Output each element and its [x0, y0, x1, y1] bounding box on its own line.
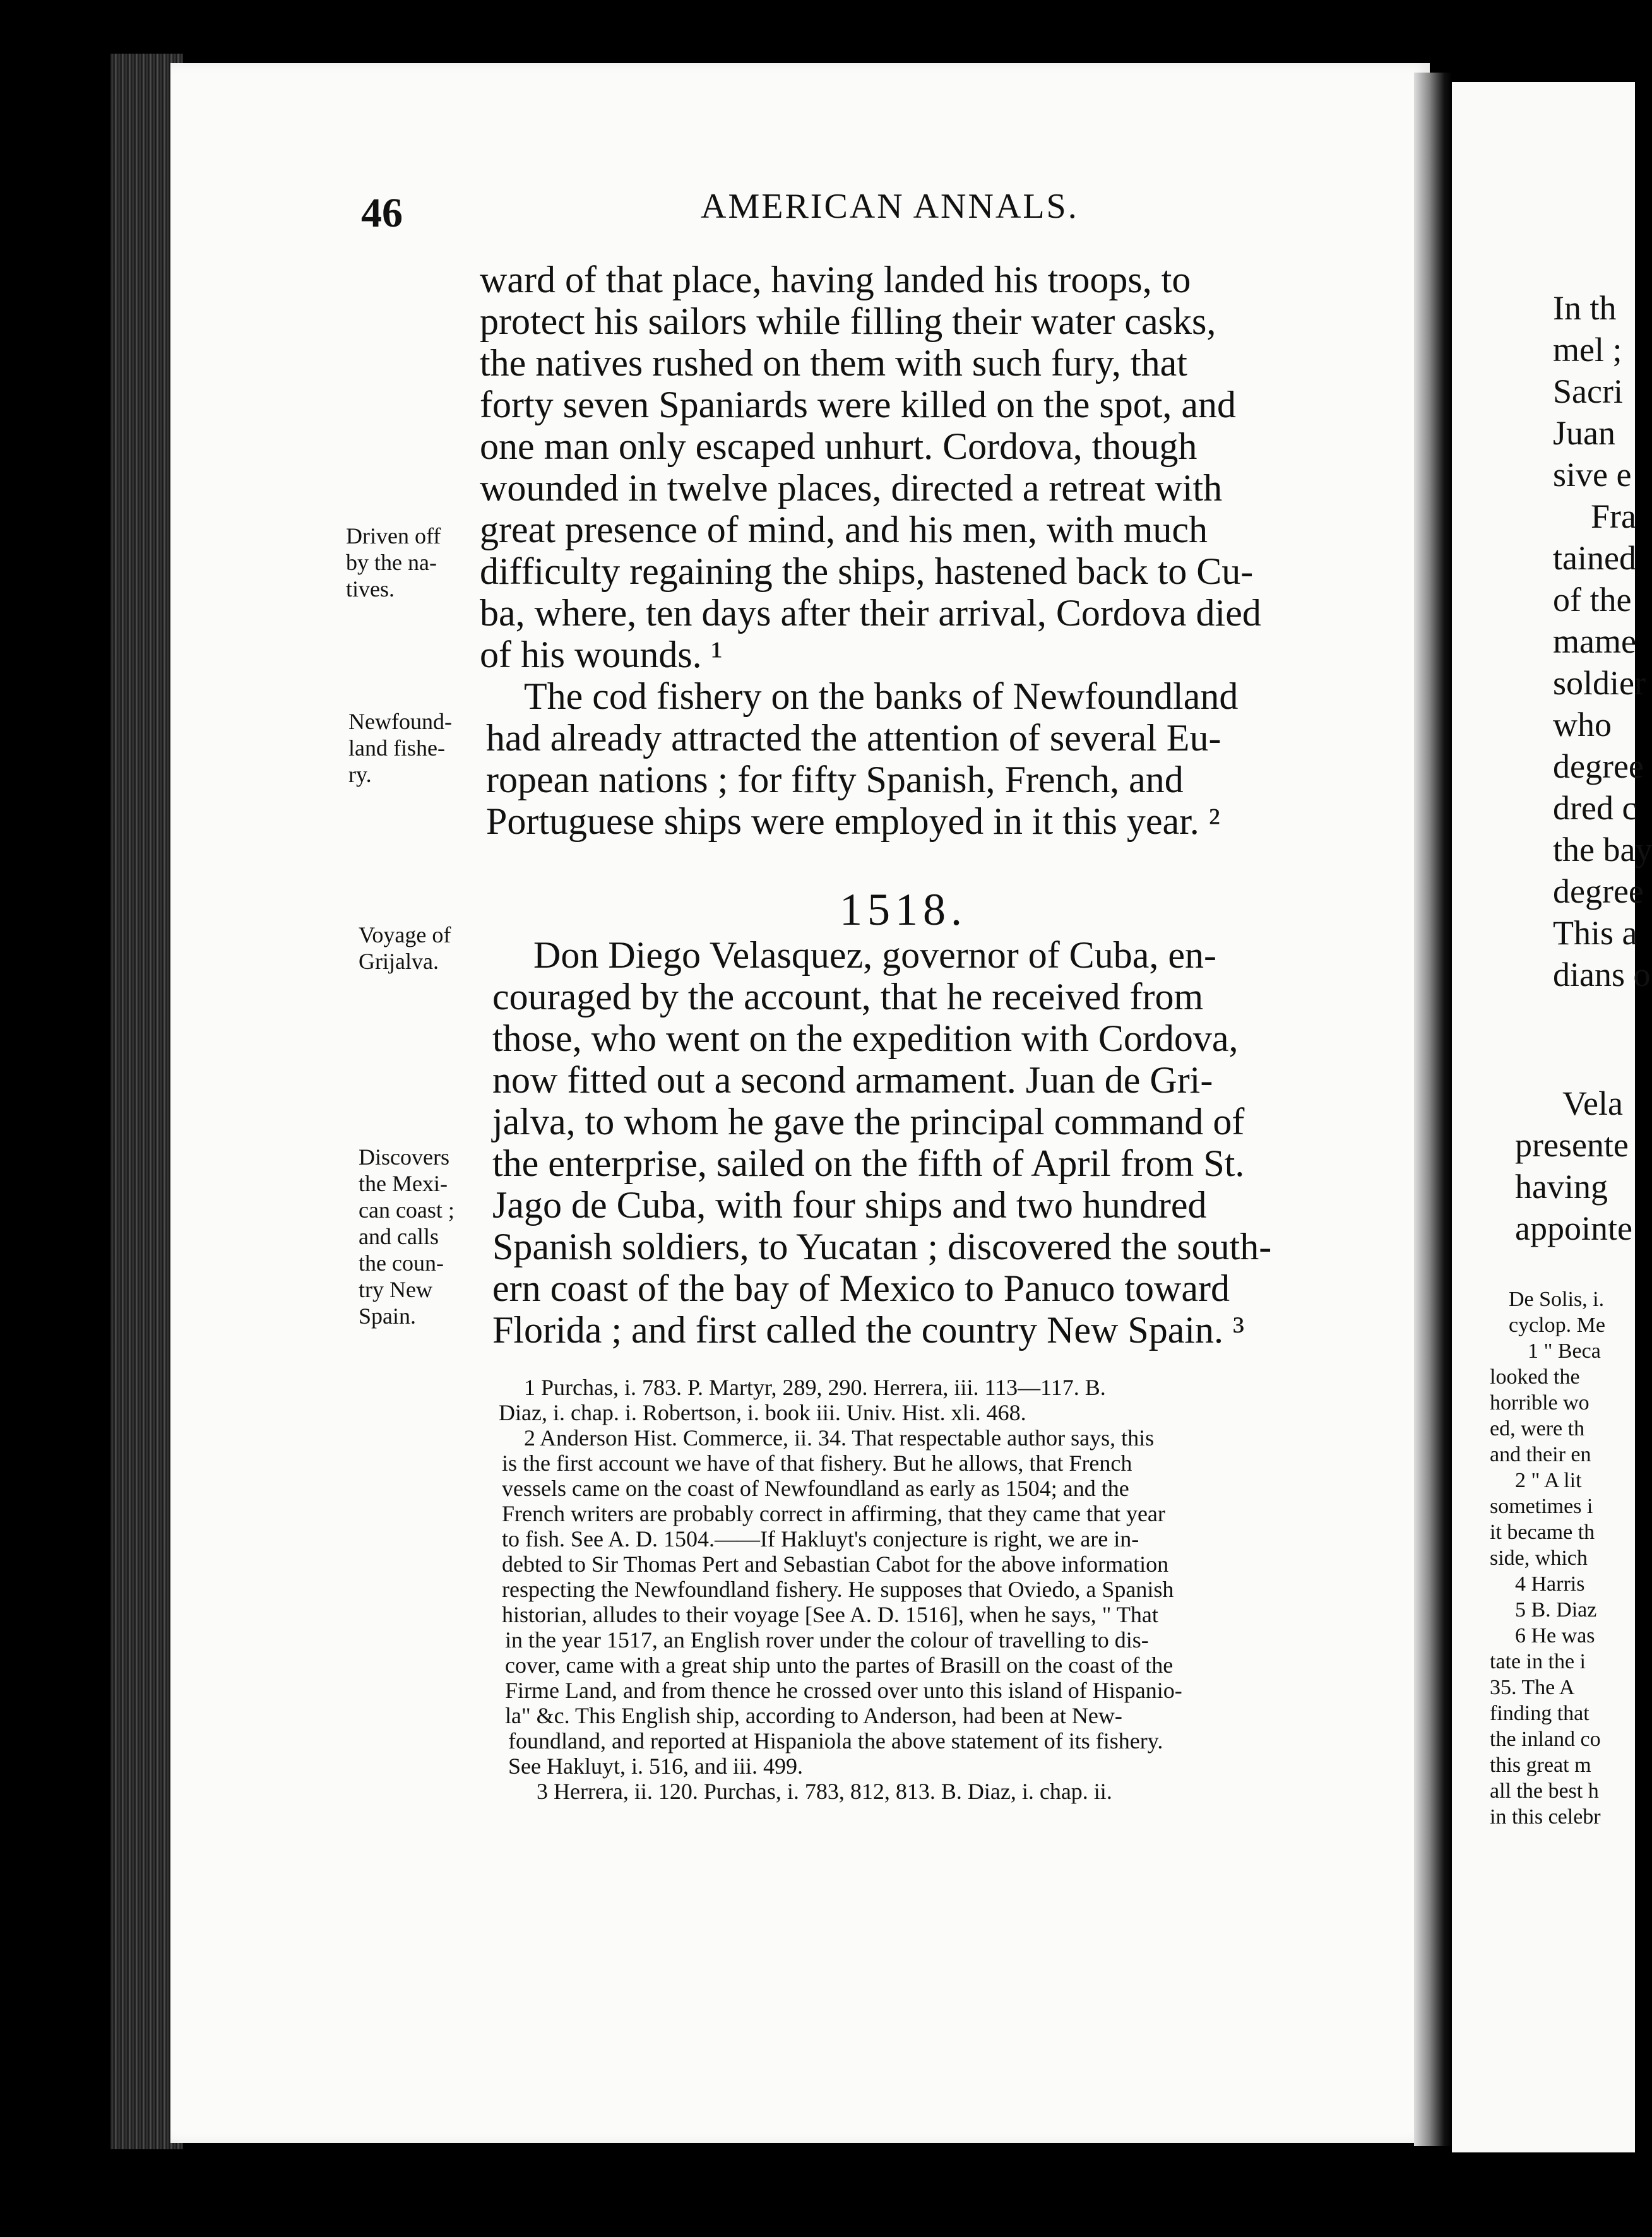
- body-line: great presence of mind, and his men, with much: [480, 509, 1208, 550]
- body-line: one man only escaped unhurt. Cordova, though: [480, 425, 1197, 467]
- footnote-line: French writers are probably correct in affirming, that they came that year: [502, 1501, 1165, 1526]
- marginal-note-driven-off: Driven off by the na- tives.: [346, 523, 441, 602]
- year-heading: 1518.: [840, 884, 967, 935]
- footnote-line: is the first account we have of that fishery. But he allows, that French: [502, 1451, 1132, 1476]
- footnote-line: See Hakluyt, i. 516, and iii. 499.: [508, 1753, 803, 1779]
- body-line: of his wounds. ¹: [480, 634, 723, 675]
- body-line: ropean nations ; for fifty Spanish, French, and: [486, 759, 1184, 800]
- book-gutter: [1414, 73, 1452, 2146]
- right-page-heading: Vela presente having appointe: [1515, 1084, 1632, 1247]
- footnote-line: to fish. See A. D. 1504.——If Hakluyt's conjecture is right, we are in-: [502, 1526, 1139, 1552]
- marginal-note-newfoundland: Newfound- land fishe- ry.: [348, 709, 452, 787]
- footnote-line: la" &c. This English ship, according to Anderson, had been at New-: [505, 1703, 1122, 1728]
- body-line: Florida ; and first called the country New Spain. ³: [492, 1309, 1245, 1351]
- body-line: forty seven Spaniards were killed on the spot, and: [480, 384, 1237, 425]
- right-page-text: In th mel ; Sacri Juan sive e Fra tained of the mame soldier who degree dred c the bay degree This a dians o: [1553, 289, 1652, 994]
- marginal-note-mexican-coast: Discovers the Mexi- can coast ; and calls the coun- try New Spain.: [359, 1144, 455, 1329]
- body-line: wounded in twelve places, directed a retreat with: [480, 467, 1223, 509]
- footnote-line: in the year 1517, an English rover under the colour of travelling to dis-: [505, 1627, 1149, 1653]
- footnote-line: 3 Herrera, ii. 120. Purchas, i. 783, 812, 813. B. Diaz, i. chap. ii.: [537, 1779, 1112, 1804]
- body-line: those, who went on the expedition with Cordova,: [492, 1018, 1239, 1059]
- footnote-line: Firme Land, and from thence he crossed over unto this island of Hispanio-: [505, 1678, 1182, 1703]
- marginal-note-grijalva: Voyage of Grijalva.: [359, 922, 451, 974]
- footnote-line: historian, alludes to their voyage [See A. D. 1516], when he says, " That: [502, 1602, 1158, 1627]
- footnote-line: vessels came on the coast of Newfoundland as early as 1504; and the: [502, 1476, 1129, 1501]
- body-line: ba, where, ten days after their arrival, Cordova died: [480, 592, 1261, 634]
- footnote-line: foundland, and reported at Hispaniola the above statement of its fishery.: [508, 1728, 1163, 1753]
- body-line: difficulty regaining the ships, hastened back to Cu-: [480, 550, 1254, 592]
- body-line: Portuguese ships were employed in it this year. ²: [486, 800, 1220, 842]
- right-page-notes: De Solis, i. cyclop. Me 1 " Beca looked the horrible wo ed, were th and their en 2 " A lit sometimes i it became th side, which 4 Harris 5 B. Diaz 6 He was tate in the i 35. The A finding that the inland co this great m all the best h in this celebr: [1490, 1288, 1605, 1829]
- running-head: AMERICAN ANNALS.: [701, 187, 1079, 226]
- body-line: jalva, to whom he gave the principal command of: [492, 1101, 1245, 1142]
- footnote-line: respecting the Newfoundland fishery. He supposes that Oviedo, a Spanish: [502, 1577, 1174, 1602]
- footnote-line: Diaz, i. chap. i. Robertson, i. book iii. Univ. Hist. xli. 468.: [499, 1400, 1026, 1425]
- footnote-line: debted to Sir Thomas Pert and Sebastian Cabot for the above information: [502, 1552, 1169, 1577]
- body-line: Don Diego Velasquez, governor of Cuba, en-: [533, 934, 1216, 976]
- body-line: now fitted out a second armament. Juan de Gri-: [492, 1059, 1213, 1101]
- footnote-line: 2 Anderson Hist. Commerce, ii. 34. That respectable author says, this: [524, 1425, 1155, 1451]
- footnote-line: cover, came with a great ship unto the partes of Brasill on the coast of the: [505, 1653, 1174, 1678]
- footnote-line: 1 Purchas, i. 783. P. Martyr, 289, 290. Herrera, iii. 113—117. B.: [524, 1375, 1106, 1400]
- page-number: 46: [361, 190, 403, 236]
- body-line: ern coast of the bay of Mexico to Panuco toward: [492, 1267, 1230, 1309]
- body-line: had already attracted the attention of several Eu-: [486, 717, 1221, 759]
- body-line: The cod fishery on the banks of Newfoundland: [524, 675, 1239, 717]
- body-line: the enterprise, sailed on the fifth of April from St.: [492, 1142, 1245, 1184]
- body-line: protect his sailors while filling their water casks,: [480, 300, 1216, 342]
- body-line: Spanish soldiers, to Yucatan ; discovered the south-: [492, 1226, 1272, 1267]
- body-line: Jago de Cuba, with four ships and two hundred: [492, 1184, 1207, 1226]
- body-line: the natives rushed on them with such fury, that: [480, 342, 1187, 384]
- body-line: ward of that place, having landed his troops, to: [480, 259, 1191, 300]
- body-line: couraged by the account, that he received from: [492, 976, 1204, 1018]
